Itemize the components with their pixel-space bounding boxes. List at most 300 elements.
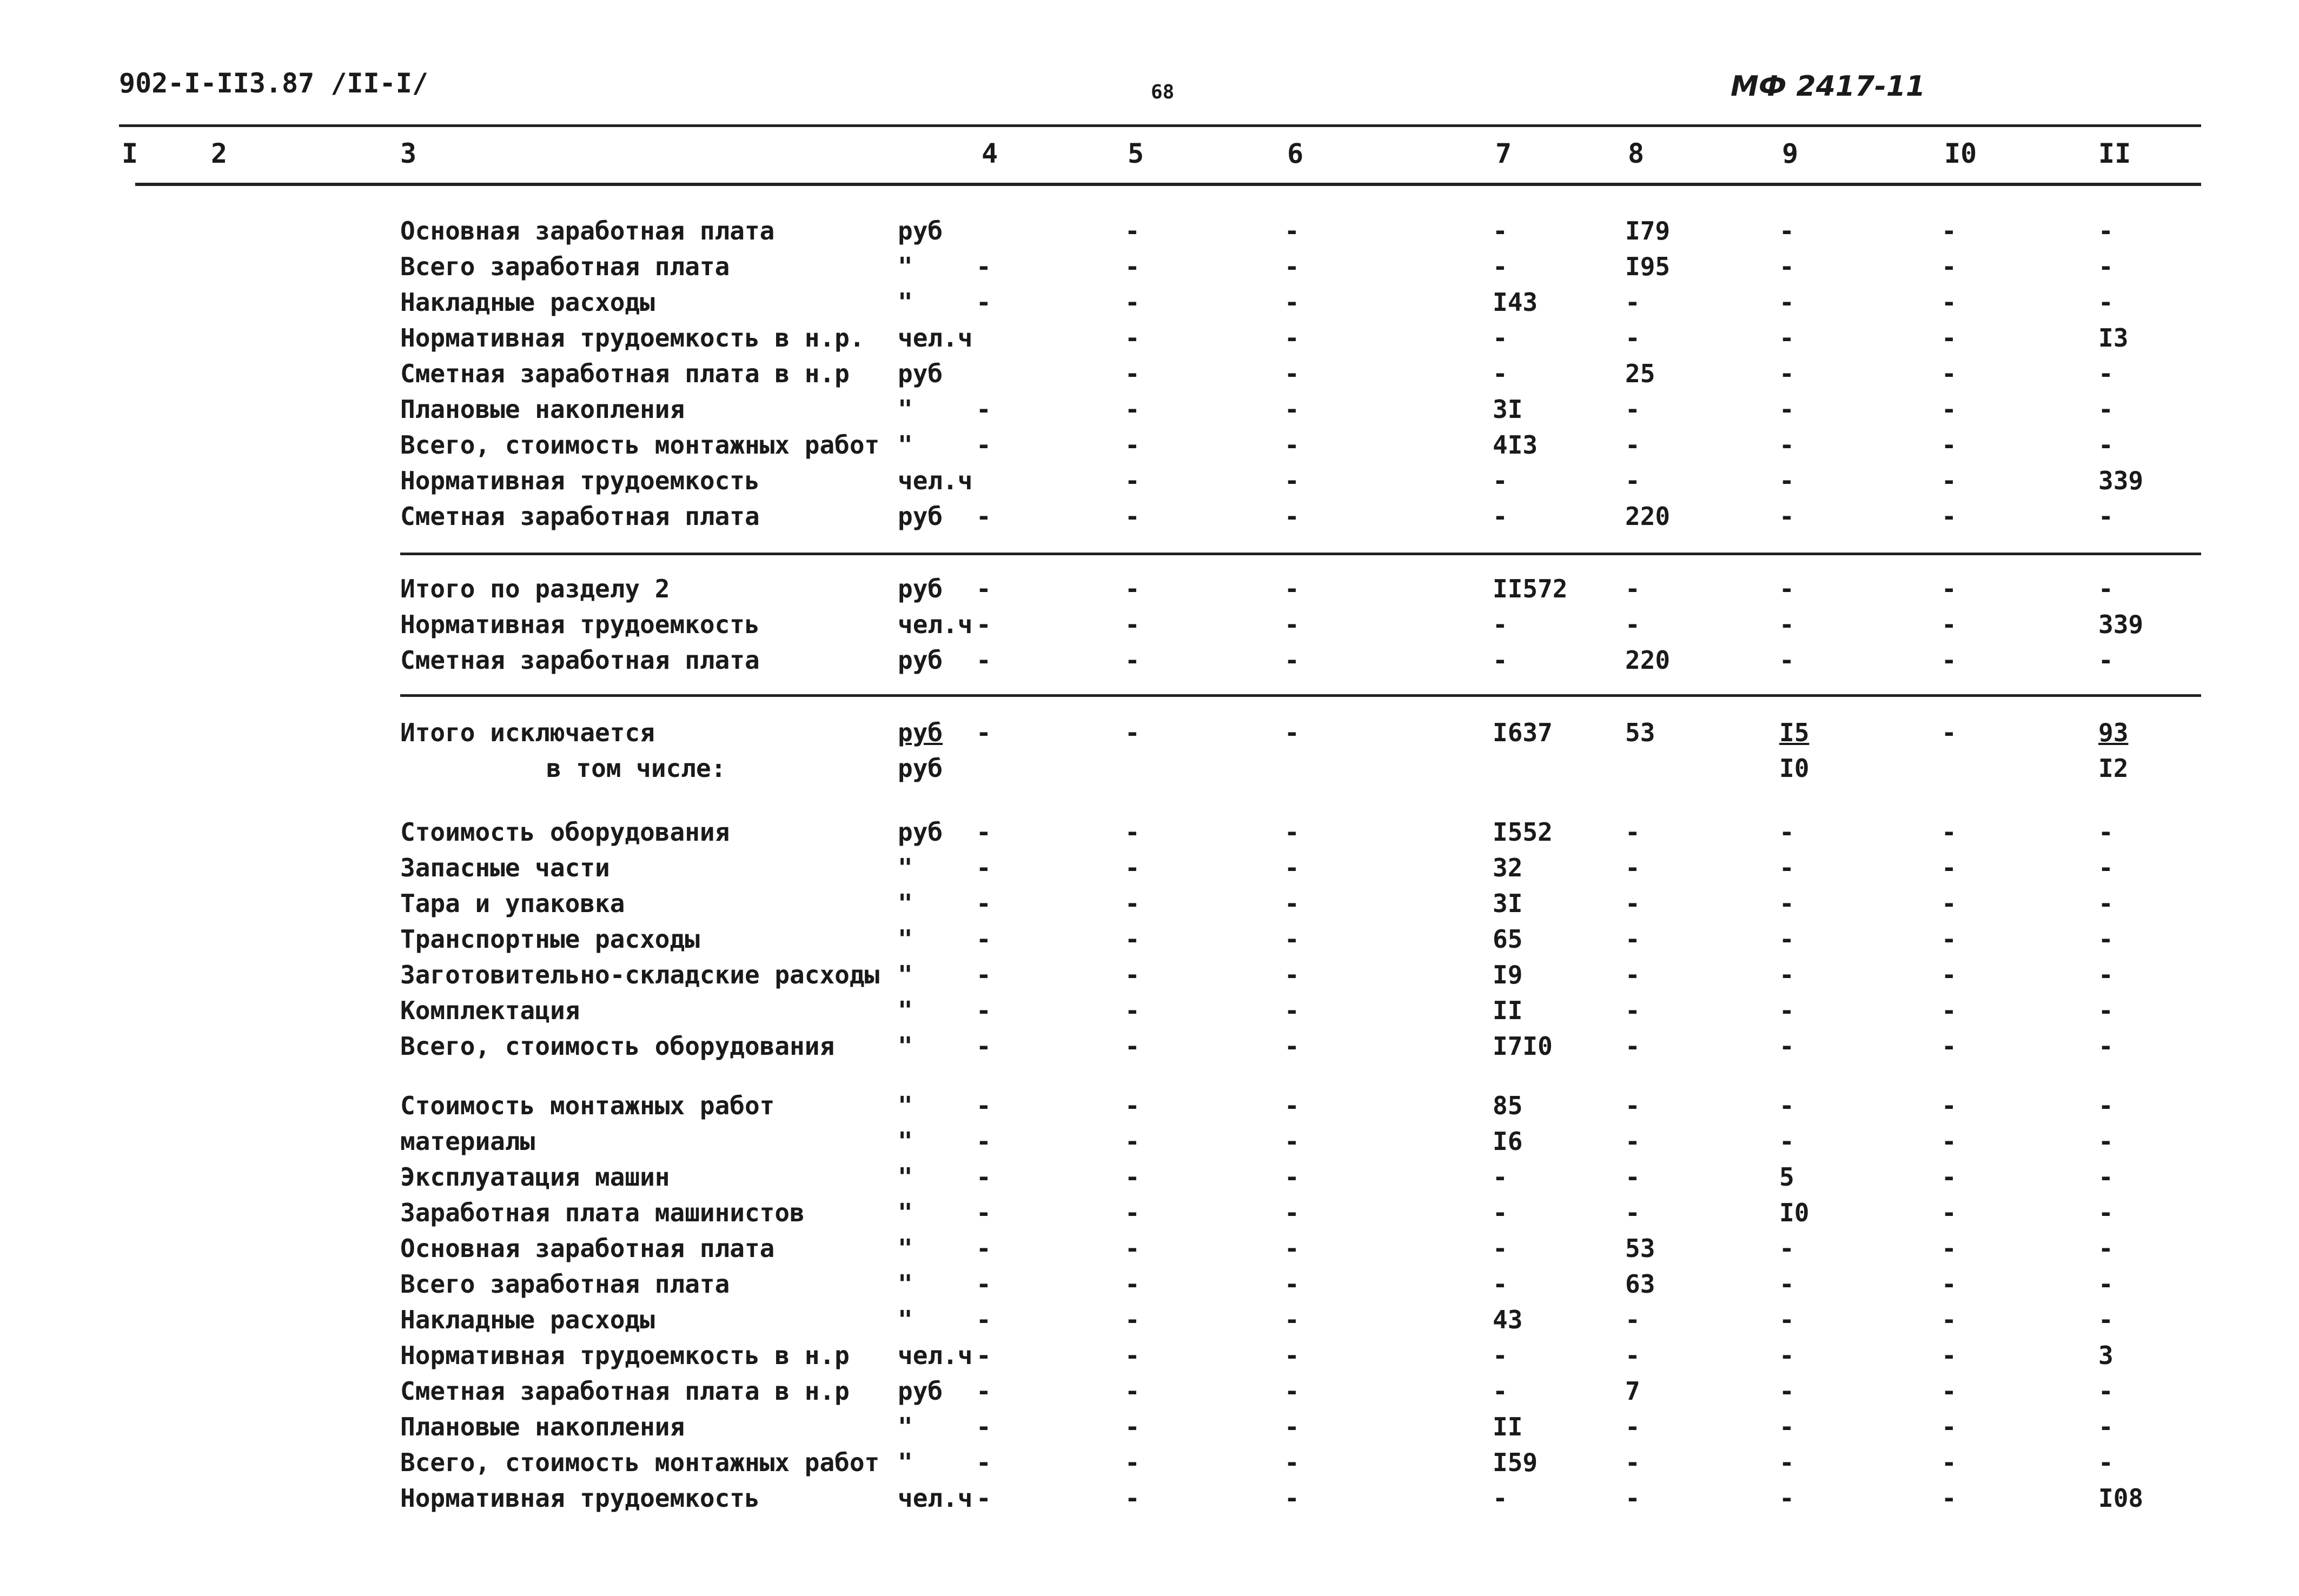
cell-col-8: - [1625,1484,1640,1513]
cell-col-4: - [976,502,991,531]
table-row [0,646,2299,678]
cell-col-7: 3I [1493,395,1523,424]
table-row [0,817,2299,850]
cell-col-11: I08 [2098,1484,2144,1513]
cell-col-9: - [1779,574,1794,603]
row-label: Всего заработная плата [400,252,730,281]
row-unit: руб [898,359,943,388]
cell-col-7: - [1493,466,1508,495]
column-header-rule [135,183,2201,186]
table-row [0,1305,2299,1338]
cell-col-6: - [1284,1305,1300,1334]
row-unit: " [898,252,913,281]
cell-col-6: - [1284,574,1300,603]
row-label: Всего, стоимость оборудования [400,1032,835,1061]
cell-col-7: I59 [1493,1448,1538,1477]
cell-col-9: - [1779,1376,1794,1406]
cell-col-6: - [1284,1376,1300,1406]
row-label: Тара и упаковка [400,889,625,918]
cell-col-8: - [1625,853,1640,882]
cell-col-7: II572 [1493,574,1568,603]
row-unit: " [898,1305,913,1334]
row-label: Накладные расходы [400,1305,655,1334]
cell-col-5: - [1125,1341,1140,1370]
cell-col-5: - [1125,288,1140,317]
cell-col-5: - [1125,1032,1140,1061]
cell-col-8: - [1625,1305,1640,1334]
cell-col-4: - [976,610,991,639]
row-label: Заготовительно-складские расходы [400,960,880,989]
cell-col-7: - [1493,502,1508,531]
table-row [0,1376,2299,1409]
row-label: Сметная заработная плата [400,646,760,675]
cell-col-11: 93 [2098,718,2129,747]
cell-col-11: - [2098,1305,2114,1334]
row-label: Итого исключается [400,718,655,747]
cell-col-4: - [976,996,991,1025]
cell-col-7: 32 [1493,853,1523,882]
cell-col-9: 5 [1779,1162,1794,1192]
cell-col-5: - [1125,1269,1140,1299]
cell-col-4: - [976,430,991,460]
cell-col-8: - [1625,1127,1640,1156]
cell-col-9: - [1779,323,1794,353]
cell-col-4: - [976,1448,991,1477]
cell-col-10: - [1942,502,1957,531]
cell-col-6: - [1284,323,1300,353]
cell-col-10: - [1942,996,1957,1025]
cell-col-4: - [976,1162,991,1192]
cell-col-5: - [1125,252,1140,281]
cell-col-7: - [1493,1376,1508,1406]
cell-col-4: - [976,889,991,918]
cell-col-11: - [2098,1269,2114,1299]
table-row [0,1162,2299,1195]
cell-col-8: - [1625,1162,1640,1192]
row-label: Плановые накопления [400,395,685,424]
cell-col-5: - [1125,466,1140,495]
cell-col-9: - [1779,252,1794,281]
row-label: Стоимость монтажных работ [400,1091,775,1120]
cell-col-11: - [2098,1032,2114,1061]
table-row [0,1484,2299,1516]
row-unit: " [898,1412,913,1441]
cell-col-7: 85 [1493,1091,1523,1120]
cell-col-8: 220 [1625,646,1671,675]
cell-col-6: - [1284,430,1300,460]
row-label: Комплектация [400,996,580,1025]
table-row [0,1448,2299,1480]
cell-col-5: - [1125,359,1140,388]
cell-col-11: - [2098,252,2114,281]
cell-col-6: - [1284,359,1300,388]
cell-col-11: - [2098,817,2114,847]
cell-col-7: I552 [1493,817,1553,847]
cell-col-7: - [1493,610,1508,639]
column-number-5: 5 [1128,138,1144,169]
cell-col-5: - [1125,925,1140,954]
column-number-1: I [122,138,138,169]
cell-col-9: - [1779,1341,1794,1370]
cell-col-5: - [1125,610,1140,639]
cell-col-10: - [1942,323,1957,353]
row-unit: " [898,1091,913,1120]
cell-col-7: 65 [1493,925,1523,954]
cell-col-5: - [1125,1091,1140,1120]
cell-col-5: - [1125,646,1140,675]
row-unit: руб [898,817,943,847]
cell-col-6: - [1284,1412,1300,1441]
row-unit: " [898,430,913,460]
cell-col-7: - [1493,1484,1508,1513]
cell-col-9: - [1779,1305,1794,1334]
cell-col-7: 4I3 [1493,430,1538,460]
cell-col-5: - [1125,1305,1140,1334]
cell-col-11: - [2098,359,2114,388]
column-number-9: 9 [1782,138,1799,169]
row-label: Сметная заработная плата в н.р [400,359,850,388]
table-row [0,395,2299,427]
cell-col-8: - [1625,1198,1640,1227]
cell-col-10: - [1942,466,1957,495]
cell-col-6: - [1284,610,1300,639]
row-label: Нормативная трудоемкость в н.р. [400,323,865,353]
cell-col-6: - [1284,216,1300,245]
row-label: Заработная плата машинистов [400,1198,805,1227]
table-row [0,1032,2299,1064]
cell-col-10: - [1942,718,1957,747]
cell-col-9: - [1779,1091,1794,1120]
cell-col-9: - [1779,1448,1794,1477]
cell-col-6: - [1284,1162,1300,1192]
cell-col-4: - [976,574,991,603]
table-row [0,718,2299,750]
cell-col-11: - [2098,1234,2114,1263]
row-unit: " [898,853,913,882]
cell-col-11: - [2098,574,2114,603]
row-unit: " [898,1234,913,1263]
cell-col-8: - [1625,323,1640,353]
cell-col-10: - [1942,1091,1957,1120]
cell-col-8: - [1625,430,1640,460]
cell-col-10: - [1942,646,1957,675]
column-number-11: II [2098,138,2131,169]
cell-col-6: - [1284,718,1300,747]
row-unit: руб [898,502,943,531]
cell-col-4: - [976,960,991,989]
table-row [0,1341,2299,1373]
cell-col-5: - [1125,1162,1140,1192]
cell-col-8: - [1625,466,1640,495]
cell-col-9: - [1779,1127,1794,1156]
row-label: Итого по разделу 2 [400,574,670,603]
row-unit: " [898,395,913,424]
row-unit: " [898,960,913,989]
cell-col-4: - [976,1091,991,1120]
cell-col-9: I0 [1779,754,1810,783]
cell-col-11: - [2098,996,2114,1025]
cell-col-5: - [1125,430,1140,460]
cell-col-6: - [1284,1484,1300,1513]
cell-col-9: - [1779,395,1794,424]
cell-col-8: - [1625,288,1640,317]
row-label: Всего, стоимость монтажных работ [400,1448,880,1477]
row-unit: " [898,1448,913,1477]
row-label: Стоимость оборудования [400,817,730,847]
cell-col-7: I9 [1493,960,1523,989]
cell-col-9: - [1779,996,1794,1025]
cell-col-6: - [1284,1091,1300,1120]
table-row [0,1091,2299,1123]
cell-col-11: - [2098,395,2114,424]
cell-col-5: - [1125,502,1140,531]
table-row [0,1198,2299,1231]
row-label: Всего, стоимость монтажных работ [400,430,880,460]
cell-col-11: 3 [2098,1341,2114,1370]
cell-col-5: - [1125,960,1140,989]
table-row [0,502,2299,534]
cell-col-9: - [1779,610,1794,639]
cell-col-11: - [2098,430,2114,460]
table-row [0,466,2299,498]
cell-col-11: - [2098,853,2114,882]
cell-col-9: - [1779,430,1794,460]
cell-col-6: - [1284,395,1300,424]
cell-col-9: - [1779,216,1794,245]
cell-col-9: - [1779,1032,1794,1061]
cell-col-11: - [2098,646,2114,675]
cell-col-6: - [1284,466,1300,495]
row-label: Нормативная трудоемкость в н.р [400,1341,850,1370]
column-number-8: 8 [1628,138,1645,169]
column-number-6: 6 [1287,138,1304,169]
table-row [0,323,2299,356]
cell-col-10: - [1942,1484,1957,1513]
cell-col-8: 25 [1625,359,1655,388]
table-row [0,1234,2299,1266]
table-row [0,288,2299,320]
cell-col-10: - [1942,1412,1957,1441]
cell-col-9: - [1779,288,1794,317]
sheet-code: МФ 2417-11 [1731,70,1926,103]
cell-col-8: 53 [1625,1234,1655,1263]
cell-col-4: - [976,718,991,747]
row-unit: чел.ч [898,1484,973,1513]
section-separator-rule [400,553,2201,555]
cell-col-5: - [1125,216,1140,245]
cell-col-8: - [1625,610,1640,639]
cell-col-4: - [976,1127,991,1156]
cell-col-11: 339 [2098,610,2144,639]
cell-col-8: - [1625,996,1640,1025]
cell-col-4: - [976,1376,991,1406]
row-unit: руб [898,718,943,747]
cell-col-6: - [1284,853,1300,882]
cell-col-11: - [2098,925,2114,954]
cell-col-7: I6 [1493,1127,1523,1156]
cell-col-9: - [1779,1412,1794,1441]
cell-col-11: - [2098,502,2114,531]
cell-col-7: I7I0 [1493,1032,1553,1061]
cell-col-8: - [1625,1032,1640,1061]
row-unit: " [898,1269,913,1299]
cell-col-10: - [1942,889,1957,918]
cell-col-10: - [1942,1341,1957,1370]
row-unit: руб [898,754,943,783]
cell-col-7: - [1493,359,1508,388]
cell-col-10: - [1942,925,1957,954]
cell-col-4: - [976,1341,991,1370]
cell-col-5: - [1125,395,1140,424]
cell-col-10: - [1942,960,1957,989]
row-label: Плановые накопления [400,1412,685,1441]
cell-col-11: - [2098,1412,2114,1441]
table-row [0,252,2299,284]
cell-col-8: - [1625,395,1640,424]
cell-col-11: - [2098,1162,2114,1192]
table-row [0,359,2299,391]
cell-col-6: - [1284,1341,1300,1370]
table-row [0,430,2299,463]
cell-col-4: - [976,646,991,675]
cell-col-5: - [1125,1484,1140,1513]
table-row [0,925,2299,957]
cell-col-10: - [1942,1198,1957,1227]
cell-col-8: - [1625,925,1640,954]
cell-col-8: 220 [1625,502,1671,531]
row-label: в том числе: [546,754,726,783]
cell-col-7: - [1493,323,1508,353]
cell-col-4: - [976,395,991,424]
cell-col-7: I43 [1493,288,1538,317]
cell-col-9: - [1779,1484,1794,1513]
cell-col-7: - [1493,1162,1508,1192]
row-unit: руб [898,1376,943,1406]
cell-col-7: I637 [1493,718,1553,747]
row-label: Нормативная трудоемкость [400,610,760,639]
cell-col-9: - [1779,466,1794,495]
cell-col-8: I95 [1625,252,1671,281]
cell-col-9: - [1779,960,1794,989]
cell-col-10: - [1942,817,1957,847]
cell-col-5: - [1125,817,1140,847]
cell-col-4: - [976,1484,991,1513]
cell-col-10: - [1942,395,1957,424]
row-unit: руб [898,574,943,603]
cell-col-9: - [1779,1269,1794,1299]
table-row [0,853,2299,886]
table-row [0,1127,2299,1159]
cell-col-6: - [1284,1127,1300,1156]
cell-col-10: - [1942,1376,1957,1406]
cell-col-4: - [976,288,991,317]
cell-col-10: - [1942,359,1957,388]
cell-col-4: - [976,1269,991,1299]
cell-col-7: - [1493,216,1508,245]
cell-col-9: I0 [1779,1198,1810,1227]
cell-col-11: - [2098,288,2114,317]
cell-col-5: - [1125,1448,1140,1477]
cell-col-8: - [1625,1412,1640,1441]
cell-col-5: - [1125,853,1140,882]
header-rule [119,124,2201,127]
cell-col-5: - [1125,1376,1140,1406]
row-unit: руб [898,216,943,245]
column-number-7: 7 [1495,138,1512,169]
row-label: Основная заработная плата [400,1234,775,1263]
document-code: 902-I-II3.87 /II-I/ [119,68,428,99]
cell-col-11: - [2098,216,2114,245]
cell-col-10: - [1942,853,1957,882]
cell-col-7: - [1493,252,1508,281]
cell-col-9: - [1779,817,1794,847]
cell-col-9: - [1779,925,1794,954]
cell-col-9: I5 [1779,718,1810,747]
table-row [0,1269,2299,1302]
cell-col-5: - [1125,996,1140,1025]
cell-col-11: 339 [2098,466,2144,495]
cell-col-7: - [1493,1234,1508,1263]
cell-col-10: - [1942,1448,1957,1477]
row-unit: руб [898,646,943,675]
cell-col-8: 7 [1625,1376,1640,1406]
row-unit: " [898,1127,913,1156]
cell-col-10: - [1942,1127,1957,1156]
cell-col-5: - [1125,323,1140,353]
cell-col-6: - [1284,502,1300,531]
row-unit: " [898,996,913,1025]
row-label: Нормативная трудоемкость [400,1484,760,1513]
row-unit: чел.ч [898,323,973,353]
row-label: материалы [400,1127,535,1156]
cell-col-8: - [1625,960,1640,989]
column-number-10: I0 [1944,138,1977,169]
cell-col-4: - [976,925,991,954]
cell-col-10: - [1942,610,1957,639]
row-label: Основная заработная плата [400,216,775,245]
cell-col-7: II [1493,1412,1523,1441]
cell-col-10: - [1942,288,1957,317]
cell-col-6: - [1284,1269,1300,1299]
table-row [0,574,2299,607]
table-row [0,610,2299,642]
cell-col-6: - [1284,1198,1300,1227]
cell-col-4: - [976,853,991,882]
cell-col-10: - [1942,1269,1957,1299]
row-unit: " [898,1032,913,1061]
cell-col-9: - [1779,646,1794,675]
column-number-3: 3 [400,138,417,169]
cell-col-4: - [976,252,991,281]
cell-col-6: - [1284,288,1300,317]
cell-col-8: - [1625,1448,1640,1477]
row-unit: " [898,1162,913,1192]
cell-col-8: - [1625,1341,1640,1370]
row-label: Сметная заработная плата в н.р [400,1376,850,1406]
cell-col-4: - [976,817,991,847]
table-row [0,216,2299,249]
cell-col-9: - [1779,853,1794,882]
row-unit: " [898,889,913,918]
section-separator-rule [400,694,2201,697]
cell-col-4: - [976,1412,991,1441]
page-number: 68 [1151,81,1175,103]
cell-col-9: - [1779,359,1794,388]
row-unit: чел.ч [898,466,973,495]
cell-col-6: - [1284,1448,1300,1477]
cell-col-11: - [2098,1091,2114,1120]
row-label: Сметная заработная плата [400,502,760,531]
